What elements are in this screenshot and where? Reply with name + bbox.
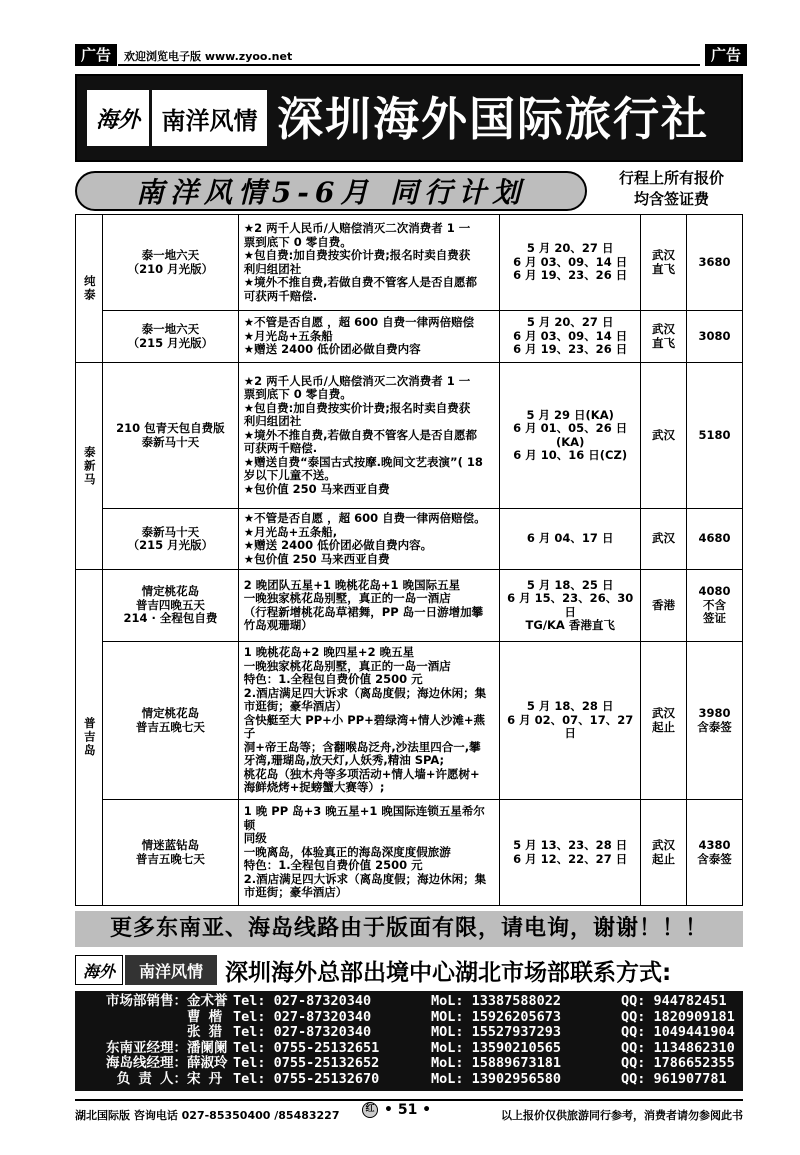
departure-city-cell: [641, 642, 687, 800]
footer-rule: [75, 1099, 743, 1101]
price-cell-line: 4080: [698, 584, 731, 599]
itinerary-row: [76, 215, 743, 311]
route-desc-cell-line: 票到底下 0 零自费。: [243, 387, 352, 402]
footer-page-number: [362, 1102, 431, 1118]
contact-mob: MOL: 15527937293: [431, 1024, 562, 1041]
route-desc-cell-line: 市逛街；豪华酒店）: [243, 699, 348, 714]
contact-role: 负 责 人：: [116, 1070, 187, 1087]
departure-dates-cell-line: 5 月 18、28 日: [526, 699, 614, 714]
departure-city-cell-line: 武汉: [652, 427, 676, 442]
route-name-cell: [102, 215, 238, 311]
price-cell-line: 3680: [698, 254, 731, 269]
departure-city-cell-line: 起止: [652, 719, 676, 734]
route-desc-cell-line: 含快艇至大 PP+小 PP+碧绿湾+情人沙滩+燕子: [243, 712, 486, 741]
route-desc-cell-line: 一晚离岛，体验真正的海岛深度度假旅游: [243, 844, 451, 859]
departure-city-cell: [641, 509, 687, 570]
agency-title: 深圳海外国际旅行社: [277, 92, 709, 146]
price-cell: [687, 363, 743, 509]
route-desc-cell-line: ★境外不推自费,若做自费不管客人是否自愿都: [243, 427, 477, 442]
contact-tel: Tel: 027-87320340: [233, 1024, 372, 1041]
ad-tag-left: 广告: [75, 44, 117, 66]
visa-note-line-1: 行程上所有报价: [618, 169, 724, 187]
contact-role: [83, 1025, 187, 1041]
route-name-cell: [102, 642, 238, 800]
route-desc-cell-line: （行程新增桃花岛草裙舞，PP 岛一日游增加攀: [243, 604, 484, 619]
route-name-cell-line: 泰新马十天: [141, 434, 200, 449]
route-desc-cell-line: 1 晚桃花岛+2 晚四星+2 晚五星: [243, 645, 415, 660]
contact-role: 海岛线经理：: [106, 1055, 187, 1072]
price-cell: [687, 215, 743, 311]
contact-tel: Tel: 0755-25132652: [233, 1055, 380, 1072]
departure-dates-cell-line: 6 月 01、05、26 日(KA): [513, 421, 628, 449]
price-cell-line: 不含: [703, 597, 726, 612]
seal-icon: 红: [362, 1102, 378, 1118]
visa-note-line-2: 均含签证费: [633, 190, 709, 208]
route-desc-cell: [238, 215, 500, 311]
footer-edition: 湖北国际版 咨询电话 027-85350400 /85483227: [75, 1109, 340, 1122]
route-name-cell-line: 情迷蓝钻岛: [141, 838, 200, 852]
itinerary-row: [76, 363, 743, 509]
contact-row: [83, 1025, 735, 1041]
route-name-cell-line: 泰一地六天: [141, 322, 200, 336]
page-number: • 51 •: [384, 1102, 432, 1118]
price-cell-line: 签证: [703, 611, 726, 626]
route-desc-cell-line: ★包自费:加自费按实价计费;报名时卖自费获: [243, 400, 471, 415]
contact-qq: QQ: 1820909181: [621, 1008, 735, 1025]
route-desc-cell-line: 岁以下儿童不送。: [243, 468, 336, 483]
contact-mob: MoL: 13387588022: [431, 993, 562, 1009]
ad-tag-right: 广告: [705, 44, 747, 66]
departure-dates-cell: [500, 800, 641, 906]
logo-part-nanyang: 南洋风情: [152, 90, 267, 146]
departure-dates-cell-line: 6 月 04、17 日: [526, 531, 614, 546]
itinerary-row: [76, 800, 743, 906]
route-name-cell: [102, 800, 238, 906]
route-desc-cell-line: 竹岛观珊瑚）: [243, 618, 313, 632]
route-desc-cell-line: 桃花岛（独木舟等多项活动+情人墙+许愿树+: [243, 766, 480, 781]
agency-logo: [87, 90, 267, 146]
departure-dates-cell: [500, 311, 641, 363]
itinerary-row: [76, 509, 743, 570]
route-name-cell-line: 泰一地六天: [141, 248, 200, 262]
departure-city-cell-line: 起止: [652, 851, 676, 866]
route-desc-cell-line: 海鲜烧烤+捉螃蟹大赛等）;: [243, 780, 385, 795]
visa-note: [600, 168, 743, 210]
route-desc-cell-line: ★赠送 2400 低价团必做自费内容。: [243, 538, 433, 552]
route-desc-cell-line: ★2 两千人民币/人赔偿消灭二次消费者 1 一: [243, 373, 471, 388]
contact-qq: QQ: 944782451: [621, 993, 727, 1009]
logo-part-haiwai: 海外: [87, 90, 149, 146]
departure-dates-cell-line: 6 月 19、23、26 日: [513, 342, 628, 357]
contact-mob: MOL: 15926205673: [431, 1008, 562, 1025]
route-name-cell-line: 普吉五晚七天: [135, 851, 205, 866]
departure-city-cell-line: 武汉: [652, 248, 676, 262]
contact-row: [83, 994, 735, 1010]
route-name-cell-line: 普吉四晚五天: [135, 597, 205, 612]
route-name-cell-line: 214 · 全程包自费: [123, 611, 218, 626]
departure-dates-cell-line: 6 月 02、07、17、27 日: [507, 712, 634, 741]
contact-name: 潘阑阑: [187, 1039, 228, 1056]
route-desc-cell-line: ★不管是否自愿 ，超 600 自费一律两倍赔偿。: [243, 511, 486, 525]
contact-role: 东南亚经理：: [106, 1039, 187, 1056]
contact-name: 张 猎: [187, 1024, 223, 1041]
footer-disclaimer: 以上报价仅供旅游同行参考，消费者请勿参阅此书: [501, 1109, 743, 1122]
departure-dates-cell: [500, 215, 641, 311]
route-desc-cell-line: 可获两千赔偿.: [243, 288, 318, 303]
route-desc-cell: [238, 642, 500, 800]
contact-title: 深圳海外总部出境中心湖北市场部联系方式:: [225, 959, 672, 986]
price-cell-line: 含泰签: [697, 851, 732, 866]
departure-city-cell: [641, 311, 687, 363]
price-cell-line: 3980: [698, 706, 731, 720]
departure-dates-cell: [500, 363, 641, 509]
route-desc-cell-line: 特色：1.全程包自费价值 2500 元: [243, 858, 423, 873]
price-cell-line: 4380: [698, 838, 731, 852]
itinerary-row: [76, 642, 743, 800]
route-name-cell-line: （210 月光版）: [127, 261, 214, 276]
route-desc-cell: [238, 311, 500, 363]
route-desc-cell-line: 可获两千赔偿.: [243, 441, 318, 456]
route-desc-cell-line: 特色：1.全程包自费价值 2500 元: [243, 672, 423, 687]
agency-banner: [75, 74, 743, 162]
contact-heading: [75, 953, 743, 987]
departure-city-cell-line: 武汉: [652, 322, 676, 336]
welcome-text: 欢迎浏览电子版 www.zyoo.net: [124, 50, 293, 63]
contact-mob: MoL: 13902956580: [431, 1070, 562, 1087]
price-cell-line: 含泰签: [697, 719, 732, 734]
contact-row: [83, 1056, 735, 1072]
header-rule: [118, 64, 700, 66]
departure-dates-cell: [500, 509, 641, 570]
route-desc-cell-line: 2.酒店满足四大诉求（离岛度假；海边休闲；集: [243, 685, 487, 700]
region-cell: 泰新马: [76, 363, 103, 570]
route-name-cell-line: 情定桃花岛: [141, 584, 200, 599]
route-desc-cell-line: ★包自费:加自费按实价计费;报名时卖自费获: [243, 248, 471, 262]
departure-dates-cell-line: 5 月 20、27 日: [526, 241, 614, 256]
departure-city-cell: [641, 215, 687, 311]
route-name-cell-line: 情定桃花岛: [141, 706, 200, 720]
route-desc-cell: [238, 363, 500, 509]
route-desc-cell-line: 牙湾,珊瑚岛,放天灯,人妖秀,精油 SPA;: [243, 753, 445, 768]
contact-tel: Tel: 0755-25132670: [233, 1070, 380, 1087]
departure-city-cell-line: 武汉: [652, 706, 676, 720]
price-cell-line: 4680: [698, 531, 731, 546]
contact-name: 曹 楷: [187, 1008, 223, 1025]
departure-city-cell-line: 武汉: [652, 838, 676, 852]
route-desc-cell: [238, 570, 500, 642]
departure-dates-cell-line: TG/KA 香港直飞: [525, 618, 615, 632]
price-cell: [687, 642, 743, 800]
route-name-cell-line: 泰新马十天: [141, 524, 200, 539]
route-name-cell-line: （215 月光版）: [127, 335, 214, 350]
route-name-cell-line: 普吉五晚七天: [135, 719, 205, 734]
route-desc-cell-line: 同级: [243, 831, 267, 846]
contact-name: 宋 丹: [187, 1070, 223, 1087]
contact-tel: Tel: 027-87320340: [233, 1008, 372, 1025]
plan-title: 南洋风情5-6月 同行计划: [75, 171, 587, 211]
contact-tel: Tel: 027-87320340: [233, 993, 372, 1009]
price-cell: [687, 311, 743, 363]
contact-row: [83, 1010, 735, 1026]
route-name-cell: [102, 570, 238, 642]
contact-name: 薛淑玲: [187, 1055, 228, 1072]
departure-dates-cell-line: 6 月 03、09、14 日: [513, 328, 628, 343]
contact-row: [83, 1072, 735, 1088]
route-name-cell-line: （215 月光版）: [127, 538, 214, 552]
route-desc-cell-line: ★赠送 2400 低价团必做自费内容: [243, 342, 421, 357]
departure-dates-cell: [500, 570, 641, 642]
route-desc-cell-line: 2 晚团队五星+1 晚桃花岛+1 晚国际五星: [243, 577, 461, 592]
contact-mob: MoL: 13590210565: [431, 1039, 562, 1056]
departure-city-cell-line: 直飞: [652, 335, 676, 350]
departure-dates-cell-line: 5 月 20、27 日: [526, 315, 614, 330]
route-name-cell: [102, 363, 238, 509]
departure-dates-cell-line: 6 月 15、23、26、30 日: [507, 591, 634, 619]
departure-city-cell-line: 香港: [652, 597, 676, 612]
contact-qq: QQ: 961907781: [621, 1070, 727, 1087]
route-desc-cell-line: 市逛街；豪华酒店）: [243, 885, 348, 900]
route-desc-cell-line: ★不管是否自愿 ，超 600 自费一律两倍赔偿: [243, 315, 475, 330]
price-cell-line: 3080: [698, 328, 731, 343]
route-name-cell-line: 210 包青天包自费版: [116, 421, 225, 435]
contact-role: [83, 1010, 187, 1026]
contact-logo-haiwai: 海外: [75, 955, 123, 985]
route-desc-cell-line: 一晚独家桃花岛别墅，真正的一岛一酒店: [243, 658, 451, 673]
departure-dates-cell-line: 6 月 12、22、27 日: [513, 851, 628, 866]
route-desc-cell-line: ★月光岛+五条船: [243, 328, 333, 343]
price-cell: [687, 570, 743, 642]
itinerary-row: [76, 311, 743, 363]
route-name-cell: [102, 311, 238, 363]
route-desc-cell-line: ★2 两千人民币/人赔偿消灭二次消费者 1 一: [243, 221, 471, 235]
route-desc-cell-line: ★赠送自费“泰国古式按摩.晚间文艺表演”( 18: [243, 454, 483, 469]
more-routes-notice: 更多东南亚、海岛线路由于版面有限，请电询，谢谢！！！: [75, 911, 743, 947]
route-desc-cell-line: ★境外不推自费,若做自费不管客人是否自愿都: [243, 275, 477, 289]
region-cell: 纯泰: [76, 215, 103, 363]
route-desc-cell-line: ★包价值 250 马来西亚自费: [243, 551, 390, 566]
route-desc-cell-line: 利归组团社: [243, 414, 302, 429]
itinerary-row: [76, 570, 743, 642]
route-desc-cell: [238, 509, 500, 570]
departure-dates-cell-line: 5 月 13、23、28 日: [513, 838, 628, 852]
route-name-cell: [102, 509, 238, 570]
route-desc-cell-line: ★包价值 250 马来西亚自费: [243, 481, 390, 496]
contact-logo-nanyang: 南洋风情: [125, 955, 217, 985]
route-desc-cell-line: 洞+帝王岛等；含翻喉岛泛舟,沙法里四合一,攀: [243, 739, 481, 754]
price-cell: [687, 800, 743, 906]
contact-role: 市场部销售：: [106, 993, 187, 1009]
departure-dates-cell-line: 6 月 10、16 日(CZ): [513, 448, 628, 462]
route-desc-cell-line: 2.酒店满足四大诉求（离岛度假；海边休闲；集: [243, 871, 487, 886]
contact-tel: Tel: 0755-25132651: [233, 1039, 380, 1056]
contact-qq: QQ: 1786652355: [621, 1055, 735, 1072]
itinerary-table: [75, 214, 743, 906]
route-desc-cell-line: 1 晚 PP 岛+3 晚五星+1 晚国际连锁五星希尔顿: [243, 804, 485, 832]
departure-city-cell: [641, 363, 687, 509]
departure-city-cell: [641, 800, 687, 906]
departure-city-cell-line: 武汉: [652, 531, 676, 546]
departure-city-cell-line: 直飞: [652, 261, 676, 276]
contact-qq: QQ: 1049441904: [621, 1024, 735, 1041]
route-desc-cell-line: ★月光岛+五条船,: [243, 524, 338, 539]
price-cell-line: 5180: [698, 427, 731, 442]
departure-city-cell: [641, 570, 687, 642]
departure-dates-cell-line: 6 月 19、23、26 日: [513, 268, 628, 283]
departure-dates-cell-line: 5 月 29 日(KA): [526, 407, 614, 422]
price-cell: [687, 509, 743, 570]
departure-dates-cell: [500, 642, 641, 800]
contact-name: 金术誉: [187, 993, 228, 1009]
route-desc-cell-line: 利归组团社: [243, 261, 302, 276]
contact-qq: QQ: 1134862310: [621, 1039, 735, 1056]
contact-list: [75, 991, 743, 1091]
contact-mob: MoL: 15889673181: [431, 1055, 562, 1072]
contact-logo: [75, 955, 217, 985]
region-cell: 普吉岛: [76, 570, 103, 906]
departure-dates-cell-line: 5 月 18、25 日: [526, 577, 614, 592]
departure-dates-cell-line: 6 月 03、09、14 日: [513, 254, 628, 269]
route-desc-cell: [238, 800, 500, 906]
route-desc-cell-line: 一晚独家桃花岛别墅，真正的一岛一酒店: [243, 591, 451, 605]
route-desc-cell-line: 票到底下 0 零自费。: [243, 234, 352, 249]
